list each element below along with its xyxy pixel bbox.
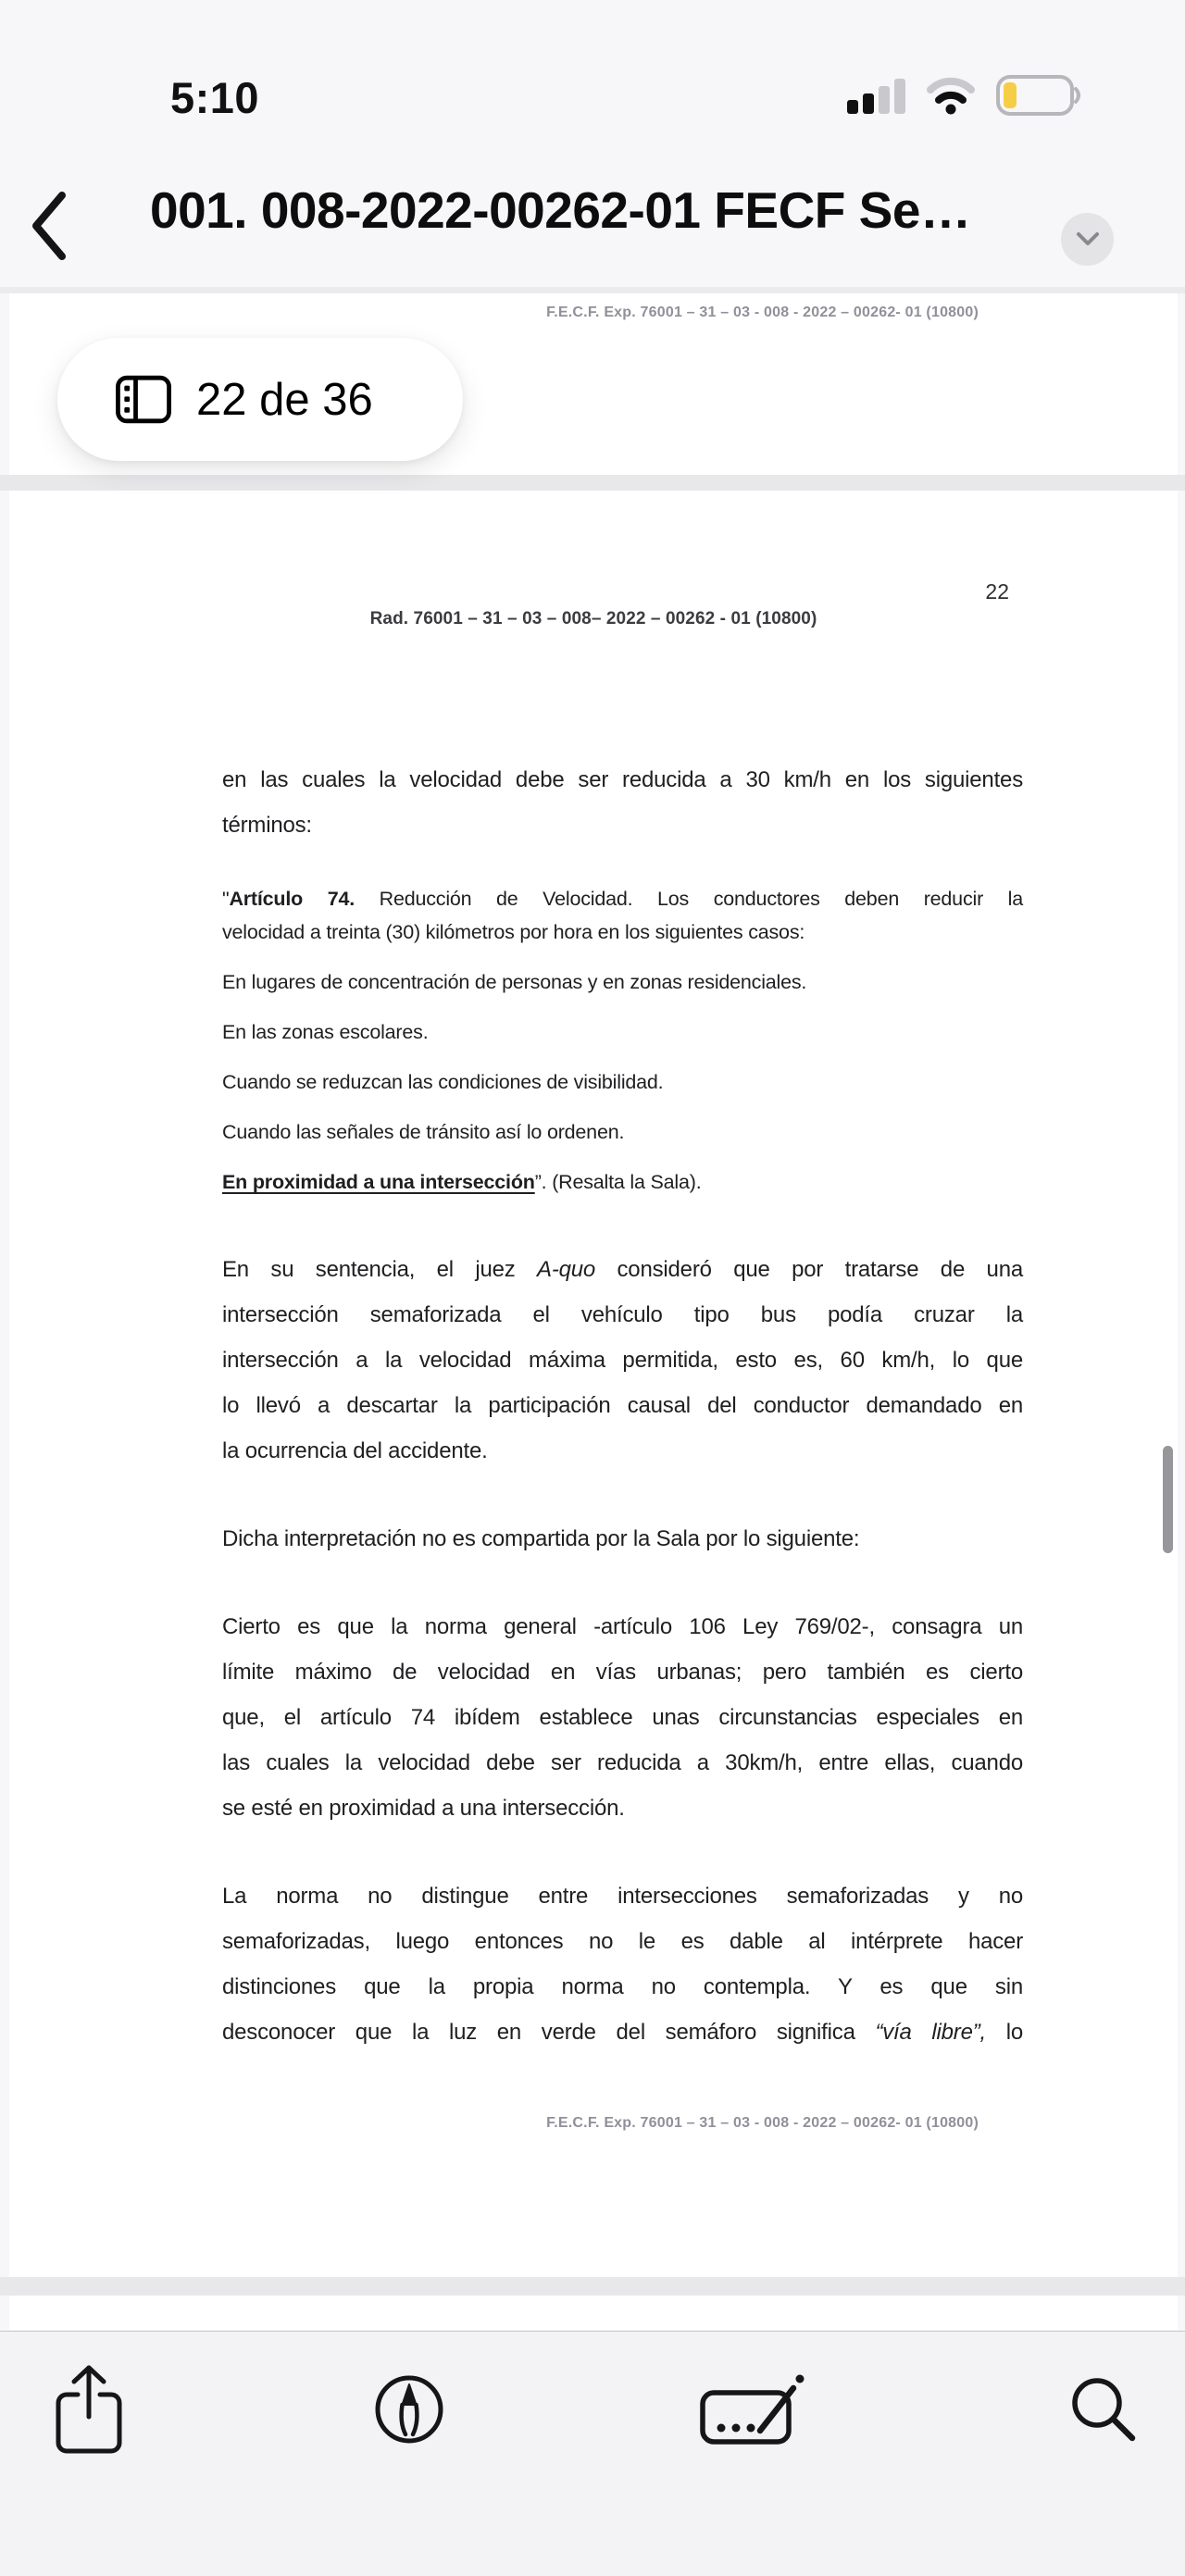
doc-line: Cuando se reduzcan las condiciones de visibilidad.	[222, 1071, 664, 1093]
document-title: 001. 008-2022-00262-01 FECF Se…	[150, 181, 971, 239]
doc-rad-header: Rad. 76001 – 31 – 03 – 008– 2022 – 00262 - 01 (10800)	[369, 609, 817, 628]
signature-icon	[699, 2369, 810, 2452]
doc-body	[222, 757, 1023, 2055]
doc-line: que, el artículo 74 ibídem establece unas circunstancias especiales en	[222, 1705, 1023, 1730]
doc-line: La norma no distingue entre intersecciones semaforizadas y no	[222, 1884, 1023, 1909]
doc-line: Cierto es que la norma general -artículo 106 Ley 769/02-, consagra un	[222, 1614, 1023, 1639]
page-current	[9, 491, 1178, 2277]
doc-line: intersección a la velocidad máxima permitida, esto es, 60 km/h, lo que	[222, 1348, 1023, 1373]
doc-line: En proximidad a una intersección”. (Resalta la Sala).	[222, 1171, 702, 1193]
paragraph	[222, 965, 1023, 999]
back-button[interactable]	[20, 185, 76, 268]
status-time: 5:10	[170, 73, 260, 122]
title-menu-button[interactable]	[1061, 213, 1114, 266]
doc-line: velocidad a treinta (30) kilómetros por hora en los siguientes casos:	[222, 921, 805, 943]
search-button[interactable]	[1068, 2374, 1137, 2443]
page-indicator-pill[interactable]	[57, 338, 463, 461]
doc-line: "Artículo 74. Reducción de Velocidad. Los conductores deben reducir la	[222, 888, 1023, 910]
page-number: 22	[985, 579, 1009, 604]
scrollbar-thumb[interactable]	[1163, 1446, 1173, 1553]
paragraph	[222, 757, 1023, 848]
paragraph	[222, 1065, 1023, 1099]
doc-line: distinciones que la propia norma no contempla. Y es que sin	[222, 1974, 1023, 1999]
markup-pen-icon	[373, 2373, 445, 2445]
doc-line: la ocurrencia del accidente.	[222, 1438, 488, 1463]
page-gap	[0, 2277, 1185, 2296]
chevron-down-icon	[1076, 231, 1100, 247]
page-indicator-label: 22 de 36	[196, 374, 373, 425]
wifi-icon	[924, 74, 978, 115]
doc-line: Dicha interpretación no es compartida por la Sala por lo siguiente:	[222, 1526, 860, 1551]
doc-line: En su sentencia, el juez A-quo consideró que por tratarse de una	[222, 1257, 1023, 1282]
battery-icon	[996, 74, 1083, 117]
paragraph	[222, 1165, 1023, 1199]
doc-line: las cuales la velocidad debe ser reducida a 30km/h, entre ellas, cuando	[222, 1750, 1023, 1775]
doc-line: términos:	[222, 813, 312, 838]
markup-button[interactable]	[373, 2373, 445, 2445]
doc-line: en las cuales la velocidad debe ser reducida a 30 km/h en los siguientes	[222, 767, 1023, 792]
doc-line: semaforizadas, luego entonces no le es dable al intérprete hacer	[222, 1929, 1023, 1954]
doc-line: En las zonas escolares.	[222, 1021, 429, 1043]
paragraph	[222, 1015, 1023, 1049]
paragraph	[222, 1873, 1023, 2055]
chevron-left-icon	[28, 190, 69, 262]
bottom-toolbar	[0, 2331, 1185, 2576]
nav-divider	[0, 287, 1185, 293]
nav-bar	[0, 148, 1185, 287]
doc-line: intersección semaforizada el vehículo tipo bus podía cruzar la	[222, 1302, 1023, 1327]
paragraph	[222, 1115, 1023, 1149]
doc-line: En lugares de concentración de personas y en zonas residenciales.	[222, 971, 807, 993]
doc-line: se esté en proximidad a una intersección.	[222, 1796, 625, 1821]
page-next	[9, 2296, 1178, 2330]
share-button[interactable]	[52, 2363, 126, 2456]
page-gap	[0, 475, 1185, 491]
page-thumbnails-icon	[115, 375, 172, 424]
status-bar	[0, 0, 1185, 148]
doc-line: desconocer que la luz en verde del semáforo significa “vía libre”, lo	[222, 2020, 1023, 2045]
paragraph	[222, 1604, 1023, 1831]
doc-line: límite máximo de velocidad en vías urbanas; pero también es cierto	[222, 1660, 1023, 1685]
signature-button[interactable]	[699, 2369, 810, 2452]
doc-footer: F.E.C.F. Exp. 76001 – 31 – 03 - 008 - 2022 – 00262- 01 (10800)	[546, 305, 979, 320]
paragraph	[222, 882, 1023, 949]
cellular-signal-icon	[847, 77, 908, 116]
doc-line: lo llevó a descartar la participación causal del conductor demandado en	[222, 1393, 1023, 1418]
paragraph	[222, 1516, 1023, 1562]
search-icon	[1068, 2374, 1137, 2443]
paragraph	[222, 1247, 1023, 1474]
doc-line: Cuando las señales de tránsito así lo ordenen.	[222, 1121, 625, 1143]
doc-footer: F.E.C.F. Exp. 76001 – 31 – 03 - 008 - 2022 – 00262- 01 (10800)	[546, 2115, 979, 2131]
share-icon	[52, 2363, 126, 2456]
